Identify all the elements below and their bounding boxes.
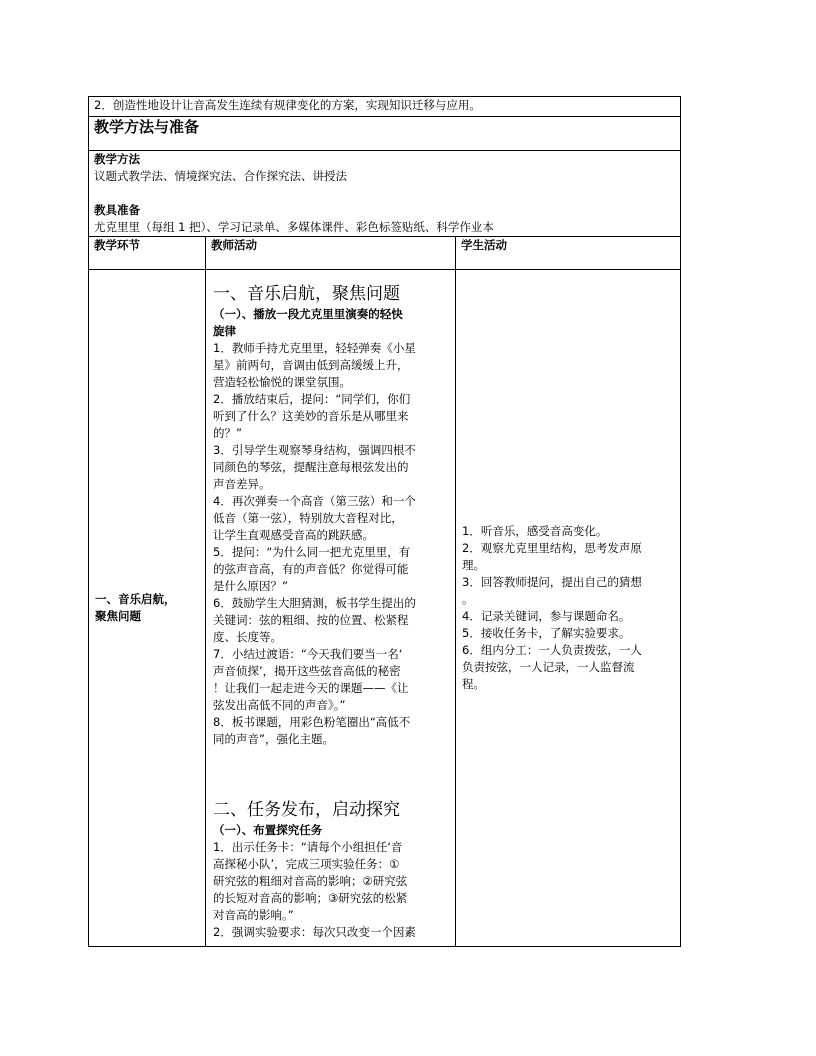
teacher-line: 1．出示任务卡：“请每个小组担任‘音 bbox=[213, 840, 403, 854]
student-line: 2．观察尤克里里结构，思考发声原 bbox=[462, 541, 642, 555]
methods-content-row bbox=[89, 151, 681, 237]
teacher-part1-subheading bbox=[213, 306, 449, 340]
student-line: 1．听音乐，感受音高变化。 bbox=[462, 524, 608, 538]
student-line: 理。 bbox=[462, 558, 485, 572]
goal-line: 2．创造性地设计让音高发生连续有规律变化的方案，实现知识迁移与应用。 bbox=[94, 98, 481, 112]
tools-text: 尤克里里（每组 1 把）、学习记录单、多媒体课件、彩色标签贴纸、科学作业本 bbox=[94, 220, 494, 234]
goal-row bbox=[89, 97, 681, 117]
student-line: 负责按弦，一人记录，一人监督流 bbox=[462, 660, 635, 674]
student-activity-cell bbox=[456, 270, 681, 947]
teacher-line: 度、长度等。 bbox=[213, 630, 282, 644]
teacher-part1-sub-line: 旋律 bbox=[213, 324, 236, 338]
teacher-activity-cell bbox=[206, 270, 456, 947]
teacher-part1-title: 一、音乐启航，聚焦问题 bbox=[213, 284, 400, 304]
teacher-line: 关键词：弦的粗细、按的位置、松紧程 bbox=[213, 613, 409, 627]
student-list bbox=[462, 523, 674, 693]
teacher-line: 2．强调实验要求：每次只改变一个因素 bbox=[213, 925, 416, 939]
lesson-plan-table bbox=[88, 96, 681, 947]
methods-heading: 教学方法 bbox=[94, 152, 140, 166]
student-line: 。 bbox=[462, 592, 474, 606]
methods-section-title: 教学方法与准备 bbox=[94, 118, 200, 136]
teacher-line: 高探秘小队’，完成三项实验任务：① bbox=[213, 857, 400, 871]
methods-content-cell bbox=[89, 151, 681, 237]
header-student: 学生活动 bbox=[456, 237, 681, 270]
teacher-line: 1．教师手持尤克里里，轻轻弹奏《小星 bbox=[213, 341, 416, 355]
stage-line-2: 聚焦问题 bbox=[95, 609, 141, 623]
teacher-line: 声音差异。 bbox=[213, 477, 271, 491]
stage-line-1: 一、音乐启航， bbox=[95, 592, 176, 606]
student-line: 程。 bbox=[462, 677, 485, 691]
teacher-part2-list bbox=[213, 839, 449, 941]
teacher-part2-title: 二、任务发布，启动探究 bbox=[213, 800, 400, 820]
student-line: 5．接收任务卡，了解实验要求。 bbox=[462, 626, 631, 640]
teacher-line: 8．板书课题，用彩色粉笔圈出“高低不 bbox=[213, 715, 411, 729]
teacher-part2-subheading: （一）、布置探究任务 bbox=[213, 823, 323, 837]
methods-text: 议题式教学法、情境探究法、合作探究法、讲授法 bbox=[94, 169, 347, 183]
teacher-line: 星》前两句，音调由低到高缓缓上升， bbox=[213, 358, 409, 372]
teacher-line: 的长短对音高的影响；③研究弦的松紧 bbox=[213, 891, 408, 905]
teacher-line: 同的声音”，强化主题。 bbox=[213, 732, 334, 746]
teacher-line: 2．播放结束后，提问：“同学们，你们 bbox=[213, 392, 411, 406]
table-header-row bbox=[89, 237, 681, 270]
teacher-part1-sub-line: （一）、播放一段尤克里里演奏的轻快 bbox=[213, 307, 403, 321]
teacher-line: 是什么原因？” bbox=[213, 579, 288, 593]
teacher-line: 听到了什么？这美妙的音乐是从哪里来 bbox=[213, 409, 409, 423]
teacher-line: 对音高的影响。” bbox=[213, 908, 294, 922]
teacher-line: 5．提问：“为什么同一把尤克里里，有 bbox=[213, 545, 411, 559]
activity-row bbox=[89, 270, 681, 947]
student-line: 6．组内分工：一人负责拨弦，一人 bbox=[462, 643, 642, 657]
teacher-line: ！让我们一起走进今天的课题——《让 bbox=[213, 681, 409, 695]
header-teacher: 教师活动 bbox=[206, 237, 456, 270]
methods-title-cell bbox=[89, 117, 681, 151]
lesson-plan-page bbox=[88, 96, 680, 947]
teacher-line: 弦发出高低不同的声音》。” bbox=[213, 698, 346, 712]
goal-cell bbox=[89, 97, 681, 117]
student-line: 3．回答教师提问，提出自己的猜想 bbox=[462, 575, 642, 589]
teacher-line: 的弦声音高，有的声音低？你觉得可能 bbox=[213, 562, 409, 576]
teacher-line: 营造轻松愉悦的课堂氛围。 bbox=[213, 375, 351, 389]
teacher-line: 声音侦探’，揭开这些弦音高低的秘密 bbox=[213, 664, 401, 678]
teacher-line: 同颜色的琴弦，提醒注意每根弦发出的 bbox=[213, 460, 409, 474]
teacher-line: 研究弦的粗细对音高的影响；②研究弦 bbox=[213, 874, 408, 888]
header-stage: 教学环节 bbox=[89, 237, 206, 270]
stage-cell bbox=[89, 270, 206, 947]
teacher-part1-list bbox=[213, 340, 449, 748]
teacher-line: 低音（第一弦），特别放大音程对比， bbox=[213, 511, 403, 525]
teacher-line: 7．小结过渡语：“今天我们要当一名‘ bbox=[213, 647, 403, 661]
teacher-line: 6．鼓励学生大胆猜测，板书学生提出的 bbox=[213, 596, 416, 610]
teacher-line: 的？” bbox=[213, 426, 242, 440]
methods-title-row bbox=[89, 117, 681, 151]
tools-heading: 教具准备 bbox=[94, 203, 140, 217]
teacher-line: 让学生直观感受音高的跳跃感。 bbox=[213, 528, 374, 542]
teacher-line: 3．引导学生观察琴身结构，强调四根不 bbox=[213, 443, 416, 457]
student-line: 4．记录关键词，参与课题命名。 bbox=[462, 609, 631, 623]
teacher-line: 4．再次弹奏一个高音（第三弦）和一个 bbox=[213, 494, 416, 508]
